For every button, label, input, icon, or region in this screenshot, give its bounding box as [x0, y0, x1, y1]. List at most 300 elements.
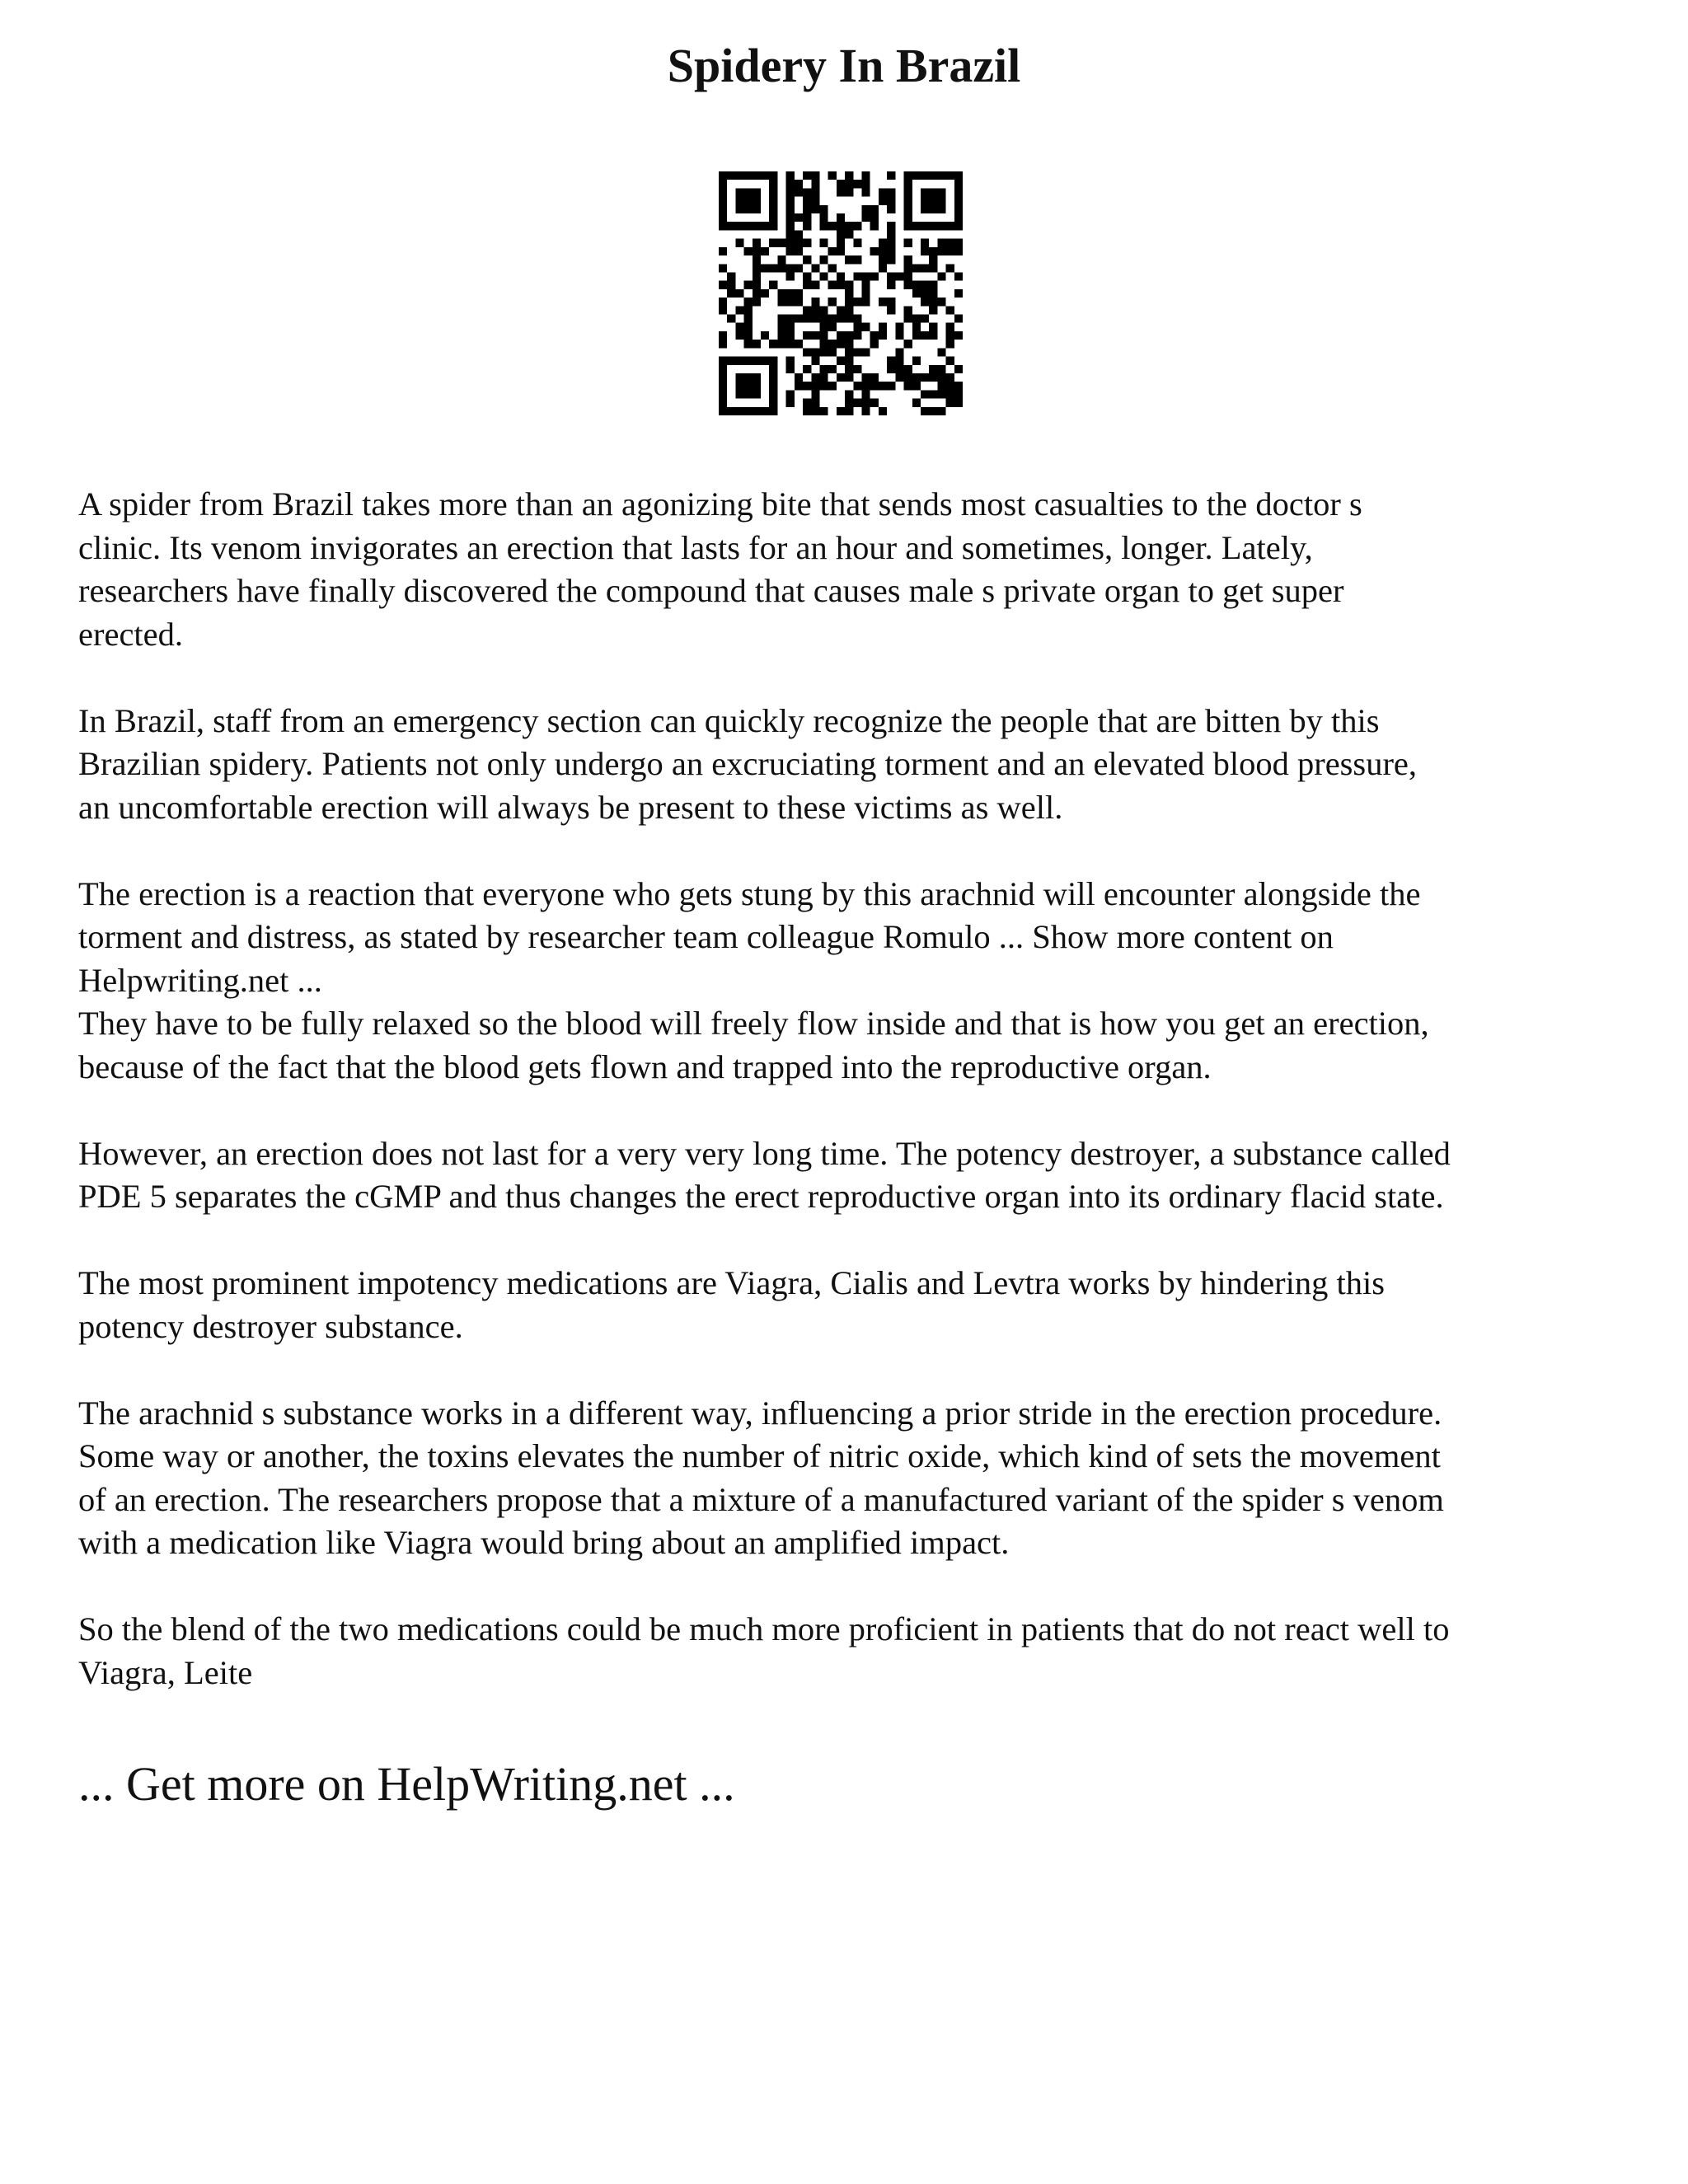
qr-module — [828, 298, 837, 306]
qr-module — [753, 390, 761, 398]
qr-module — [719, 197, 727, 205]
qr-module — [837, 188, 845, 196]
qr-module — [946, 306, 954, 314]
qr-module — [786, 230, 795, 238]
qr-module — [937, 205, 945, 213]
qr-module — [811, 407, 819, 415]
qr-module — [946, 239, 954, 247]
qr-module — [837, 340, 845, 348]
qr-module — [954, 382, 963, 390]
qr-module — [870, 205, 879, 213]
qr-module — [937, 222, 945, 230]
qr-module — [904, 180, 912, 188]
qr-module — [921, 281, 929, 289]
qr-module — [904, 382, 912, 390]
qr-module — [819, 331, 828, 340]
qr-module — [929, 331, 937, 340]
qr-module — [954, 205, 963, 213]
qr-module — [837, 315, 845, 323]
qr-module — [937, 171, 945, 180]
qr-module — [912, 323, 921, 331]
qr-module — [811, 171, 819, 180]
qr-module — [753, 373, 761, 382]
qr-module — [912, 373, 921, 382]
qr-module — [946, 382, 954, 390]
qr-module — [862, 382, 870, 390]
qr-module — [795, 188, 803, 196]
qr-module — [769, 239, 777, 247]
qr-module — [786, 331, 795, 340]
qr-module — [921, 239, 929, 247]
qr-module — [837, 230, 845, 238]
qr-module — [853, 348, 861, 356]
qr-module — [777, 264, 785, 272]
qr-module — [735, 222, 743, 230]
qr-module — [895, 357, 903, 365]
qr-module — [853, 255, 861, 264]
page-title: Spidery In Brazil — [667, 39, 1021, 92]
qr-module — [719, 281, 727, 289]
qr-module — [837, 281, 845, 289]
qr-module — [819, 373, 828, 382]
qr-module — [753, 407, 761, 415]
qr-module — [853, 315, 861, 323]
qr-module — [895, 331, 903, 340]
qr-module — [937, 272, 945, 280]
qr-module — [727, 407, 735, 415]
qr-module — [828, 171, 837, 180]
qr-module — [777, 239, 785, 247]
qr-module — [795, 373, 803, 382]
qr-module — [929, 407, 937, 415]
qr-module — [937, 298, 945, 306]
qr-module — [777, 298, 785, 306]
qr-module — [811, 390, 819, 398]
qr-module — [904, 222, 912, 230]
qr-module — [828, 365, 837, 373]
qr-module — [769, 281, 777, 289]
qr-module — [862, 348, 870, 356]
qr-module — [904, 171, 912, 180]
qr-module — [735, 407, 743, 415]
qr-module — [786, 390, 795, 398]
qr-module — [954, 272, 963, 280]
qr-module — [777, 340, 785, 348]
qr-module — [819, 272, 828, 280]
qr-module — [921, 331, 929, 340]
qr-module — [837, 357, 845, 365]
qr-module — [853, 331, 861, 340]
qr-module — [753, 222, 761, 230]
qr-module — [727, 171, 735, 180]
qr-module — [795, 340, 803, 348]
qr-module — [912, 399, 921, 407]
qr-module — [904, 365, 912, 373]
qr-module — [811, 180, 819, 188]
qr-module — [946, 323, 954, 331]
qr-module — [946, 222, 954, 230]
qr-module — [912, 222, 921, 230]
qr-module — [954, 289, 963, 298]
qr-module — [795, 264, 803, 272]
qr-module — [887, 306, 895, 314]
qr-module — [887, 171, 895, 180]
qr-module — [719, 264, 727, 272]
qr-module — [795, 315, 803, 323]
qr-module — [837, 331, 845, 340]
qr-module — [795, 230, 803, 238]
qr-module — [719, 222, 727, 230]
qr-module — [853, 323, 861, 331]
qr-module — [719, 390, 727, 398]
qr-module — [845, 340, 853, 348]
qr-module — [819, 306, 828, 314]
qr-module — [862, 171, 870, 180]
qr-module — [769, 180, 777, 188]
qr-module — [921, 171, 929, 180]
qr-module — [744, 390, 753, 398]
qr-module — [862, 298, 870, 306]
qr-module — [929, 306, 937, 314]
qr-module — [744, 188, 753, 196]
qr-module — [862, 399, 870, 407]
paragraph: The arachnid s substance works in a different way, influencing a prior stride in the erection procedure. Some way or another, the toxins elevates the number of nitric oxide, which kind of sets the movement of an erection. The researchers propose that a mixture of a manufactured variant of the spider s venom with a medication like Viagra would bring about an amplified impact. — [78, 1394, 1444, 1561]
qr-module — [828, 340, 837, 348]
qr-module — [845, 289, 853, 298]
qr-module — [937, 348, 945, 356]
qr-module — [753, 239, 761, 247]
qr-module — [803, 315, 811, 323]
qr-module — [837, 407, 845, 415]
qr-module — [870, 222, 879, 230]
qr-module — [937, 247, 945, 255]
qr-module — [803, 365, 811, 373]
qr-module — [719, 357, 727, 365]
qr-module — [795, 213, 803, 222]
qr-module — [786, 247, 795, 255]
qr-module — [828, 382, 837, 390]
qr-module — [853, 365, 861, 373]
qr-module — [753, 247, 761, 255]
qr-module — [954, 171, 963, 180]
qr-module — [744, 315, 753, 323]
qr-module — [786, 197, 795, 205]
qr-module — [870, 382, 879, 390]
qr-module — [887, 298, 895, 306]
qr-module — [853, 399, 861, 407]
qr-module — [811, 188, 819, 196]
qr-module — [719, 188, 727, 196]
qr-module — [837, 213, 845, 222]
qr-module — [819, 323, 828, 331]
qr-module — [803, 197, 811, 205]
qr-module — [904, 264, 912, 272]
qr-module — [735, 323, 743, 331]
qr-module — [786, 357, 795, 365]
qr-module — [937, 373, 945, 382]
qr-module — [853, 180, 861, 188]
qr-module — [786, 222, 795, 230]
qr-module — [786, 289, 795, 298]
qr-module — [929, 247, 937, 255]
qr-module — [819, 205, 828, 213]
qr-module — [904, 306, 912, 314]
qr-module — [744, 205, 753, 213]
qr-module — [803, 399, 811, 407]
qr-module — [954, 390, 963, 398]
qr-module — [879, 264, 887, 272]
qr-module — [719, 213, 727, 222]
qr-module — [786, 323, 795, 331]
qr-module — [769, 407, 777, 415]
paragraph: The erection is a reaction that everyone who gets stung by this arachnid will encounter alongside the torment and distress, as stated by researcher team colleague Romulo ... Show more content on Helpwriting.net ... — [78, 874, 1421, 999]
qr-module — [795, 239, 803, 247]
qr-module — [921, 407, 929, 415]
qr-module — [735, 188, 743, 196]
qr-module — [811, 399, 819, 407]
qr-module — [761, 171, 769, 180]
paragraph: In Brazil, staff from an emergency section can quickly recognize the people that are bitten by this Brazilian spidery. Patients not only undergo an excruciating torment and an elevated blood pressure, an uncomfortable erection will always be present to these victims as well. — [78, 701, 1418, 826]
qr-module — [912, 289, 921, 298]
qr-module — [803, 382, 811, 390]
paragraph: However, an erection does not last for a very very long time. The potency destroyer, a substance called PDE 5 separates the cGMP and thus changes the erect reproductive organ into its ordinary flacid state. — [78, 1134, 1451, 1215]
qr-module — [954, 188, 963, 196]
qr-module — [853, 298, 861, 306]
qr-code-icon — [719, 171, 963, 415]
qr-module — [937, 365, 945, 373]
qr-module — [769, 390, 777, 398]
qr-module — [946, 171, 954, 180]
qr-module — [862, 180, 870, 188]
helpwriting-link[interactable]: ... Get more on HelpWriting.net ... — [78, 1757, 735, 1811]
qr-module — [769, 365, 777, 373]
qr-module — [921, 222, 929, 230]
qr-module — [753, 171, 761, 180]
qr-module — [887, 222, 895, 230]
qr-module — [786, 315, 795, 323]
qr-module — [777, 315, 785, 323]
qr-module — [862, 373, 870, 382]
qr-module — [954, 213, 963, 222]
qr-module — [719, 340, 727, 348]
qr-module — [735, 357, 743, 365]
qr-module — [929, 289, 937, 298]
qr-module — [719, 365, 727, 373]
qr-module — [912, 171, 921, 180]
qr-module — [912, 331, 921, 340]
qr-module — [887, 247, 895, 255]
qr-module — [811, 306, 819, 314]
qr-module — [811, 197, 819, 205]
qr-module — [744, 340, 753, 348]
qr-module — [946, 399, 954, 407]
qr-module — [862, 205, 870, 213]
qr-module — [946, 340, 954, 348]
qr-module — [921, 373, 929, 382]
qr-module — [769, 399, 777, 407]
qr-module — [719, 399, 727, 407]
qr-module — [921, 315, 929, 323]
qr-module — [929, 390, 937, 398]
qr-module — [735, 373, 743, 382]
qr-module — [845, 230, 853, 238]
qr-module — [803, 306, 811, 314]
qr-module — [786, 205, 795, 213]
qr-module — [954, 365, 963, 373]
qr-module — [954, 239, 963, 247]
qr-module — [862, 323, 870, 331]
qr-module — [761, 289, 769, 298]
qr-module — [769, 340, 777, 348]
qr-module — [929, 281, 937, 289]
qr-module — [744, 357, 753, 365]
qr-module — [727, 289, 735, 298]
qr-module — [811, 315, 819, 323]
qr-module — [777, 255, 785, 264]
qr-module — [819, 382, 828, 390]
qr-module — [769, 222, 777, 230]
qr-module — [828, 348, 837, 356]
qr-module — [954, 247, 963, 255]
qr-module — [904, 272, 912, 280]
qr-module — [879, 407, 887, 415]
qr-module — [786, 213, 795, 222]
qr-module — [895, 272, 903, 280]
qr-module — [862, 281, 870, 289]
qr-module — [845, 407, 853, 415]
qr-module — [879, 188, 887, 196]
qr-module — [811, 331, 819, 340]
qr-module — [795, 289, 803, 298]
qr-module — [929, 365, 937, 373]
qr-module — [753, 264, 761, 272]
qr-module — [954, 331, 963, 340]
qr-module — [744, 247, 753, 255]
qr-module — [727, 315, 735, 323]
qr-module — [904, 188, 912, 196]
qr-module — [719, 331, 727, 340]
qr-module — [845, 373, 853, 382]
qr-module — [719, 205, 727, 213]
qr-module — [803, 222, 811, 230]
qr-module — [735, 306, 743, 314]
qr-module — [735, 289, 743, 298]
qr-module — [719, 382, 727, 390]
qr-module — [803, 281, 811, 289]
qr-module — [921, 289, 929, 298]
qr-module — [803, 239, 811, 247]
qr-module — [904, 281, 912, 289]
qr-module — [954, 399, 963, 407]
qr-module — [879, 298, 887, 306]
qr-module — [954, 222, 963, 230]
qr-module — [937, 197, 945, 205]
qr-module — [929, 373, 937, 382]
qr-module — [946, 357, 954, 365]
qr-module — [803, 272, 811, 280]
qr-module — [937, 239, 945, 247]
qr-module — [853, 239, 861, 247]
qr-module — [937, 382, 945, 390]
qr-module — [845, 390, 853, 398]
qr-module — [946, 331, 954, 340]
qr-module — [753, 289, 761, 298]
qr-module — [811, 281, 819, 289]
qr-module — [862, 213, 870, 222]
qr-module — [761, 247, 769, 255]
qr-module — [828, 222, 837, 230]
qr-module — [946, 373, 954, 382]
qr-module — [719, 407, 727, 415]
qr-module — [735, 331, 743, 340]
qr-module — [845, 357, 853, 365]
qr-module — [845, 281, 853, 289]
qr-module — [879, 239, 887, 247]
qr-module — [786, 365, 795, 373]
qr-module — [845, 365, 853, 373]
qr-module — [879, 382, 887, 390]
qr-module — [904, 213, 912, 222]
qr-module — [887, 205, 895, 213]
qr-module — [786, 399, 795, 407]
qr-module — [912, 382, 921, 390]
qr-module — [735, 239, 743, 247]
qr-module — [753, 205, 761, 213]
qr-module — [786, 298, 795, 306]
qr-module — [887, 357, 895, 365]
qr-module — [744, 171, 753, 180]
qr-module — [786, 239, 795, 247]
qr-module — [761, 357, 769, 365]
qr-module — [904, 197, 912, 205]
qr-module — [870, 399, 879, 407]
qr-module — [912, 315, 921, 323]
qr-module — [937, 188, 945, 196]
qr-module — [929, 171, 937, 180]
qr-module — [753, 357, 761, 365]
qr-module — [744, 331, 753, 340]
qr-module — [837, 180, 845, 188]
qr-module — [769, 188, 777, 196]
qr-module — [786, 171, 795, 180]
qr-module — [769, 197, 777, 205]
qr-module — [719, 171, 727, 180]
qr-module — [845, 331, 853, 340]
qr-module — [719, 247, 727, 255]
qr-module — [795, 180, 803, 188]
qr-module — [719, 306, 727, 314]
qr-module — [946, 247, 954, 255]
qr-module — [761, 407, 769, 415]
qr-module — [895, 348, 903, 356]
qr-module — [744, 197, 753, 205]
qr-module — [753, 340, 761, 348]
qr-module — [887, 239, 895, 247]
qr-module — [921, 188, 929, 196]
qr-module — [887, 272, 895, 280]
qr-module — [937, 390, 945, 398]
qr-module — [727, 222, 735, 230]
qr-module — [719, 180, 727, 188]
qr-module — [845, 180, 853, 188]
qr-module — [727, 281, 735, 289]
qr-module — [803, 331, 811, 340]
qr-module — [904, 239, 912, 247]
qr-module — [819, 222, 828, 230]
qr-module — [828, 323, 837, 331]
qr-module — [777, 289, 785, 298]
qr-module — [811, 382, 819, 390]
